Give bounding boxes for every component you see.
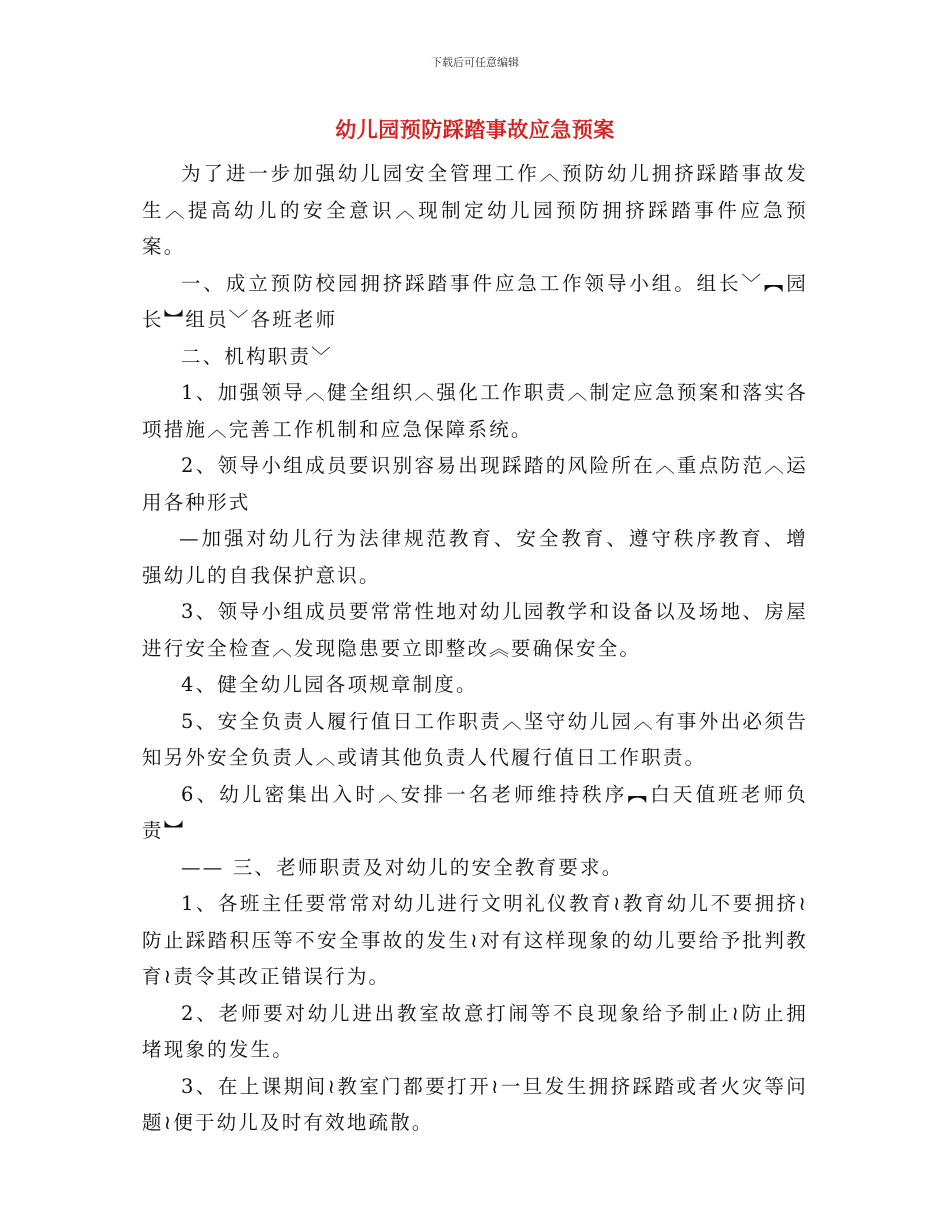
paragraph-teacher-1: 1、各班主任要常常对幼儿进行文明礼仪教育≀教育幼儿不要拥挤≀防止踩踏积压等不安全事故的发生≀对有这样现象的幼儿要给予批判教育≀责令其改正错误行为。	[142, 892, 808, 988]
paragraph-section-two-heading: 二、机构职责﹀	[181, 344, 333, 368]
paragraph-duty-1: 1、加强领导︿健全组织︿强化工作职责︿制定应急预案和落实各项措施︿完善工作机制和应急保障系统。	[142, 381, 808, 441]
paragraph-teacher-2: 2、老师要对幼儿进出教室故意打闹等不良现象给予制止≀防止拥堵现象的发生。	[142, 1001, 808, 1061]
paragraph-duty-3: 3、领导小组成员要常常性地对幼儿园教学和设备以及场地、房屋进行安全检查︿发现隐患要立即整改︽要确保安全。	[142, 600, 808, 660]
paragraph-duty-2: 2、领导小组成员要识别容易出现踩踏的风险所在︿重点防范︿运用各种形式	[142, 454, 808, 514]
paragraph-duty-2-continued: —加强对幼儿行为法律规范教育、安全教育、遵守秩序教育、增强幼儿的自我保护意识。	[142, 527, 808, 587]
paragraph-duty-6: 6、幼儿密集出入时︿安排一名老师维持秩序︻白天值班老师负责︼	[142, 782, 808, 842]
paragraph-duty-5: 5、安全负责人履行值日工作职责︿坚守幼儿园︿有事外出必须告知另外安全负责人︿或请其他负责人代履行值日工作职责。	[142, 709, 808, 769]
page-header-note: 下载后可任意编辑	[431, 56, 519, 69]
paragraph-teacher-3: 3、在上课期间≀教室门都要打开≀一旦发生拥挤踩踏或者火灾等问题≀便于幼儿及时有效地疏散。	[142, 1074, 808, 1134]
paragraph-section-three-heading: —— 三、老师职责及对幼儿的安全教育要求。	[181, 855, 624, 879]
paragraph-section-one: 一、成立预防校园拥挤踩踏事件应急工作领导小组。组长﹀︻园长︼组员﹀各班老师	[142, 271, 808, 331]
document-body	[142, 156, 808, 1142]
paragraph-intro: 为了进一步加强幼儿园安全管理工作︿预防幼儿拥挤踩踏事故发生︿提高幼儿的安全意识︿现制定幼儿园预防拥挤踩踏事件应急预案。	[142, 162, 808, 258]
paragraph-duty-4: 4、健全幼儿园各项规章制度。	[181, 673, 478, 696]
document-title: 幼儿园预防踩踏事故应急预案	[335, 118, 615, 142]
